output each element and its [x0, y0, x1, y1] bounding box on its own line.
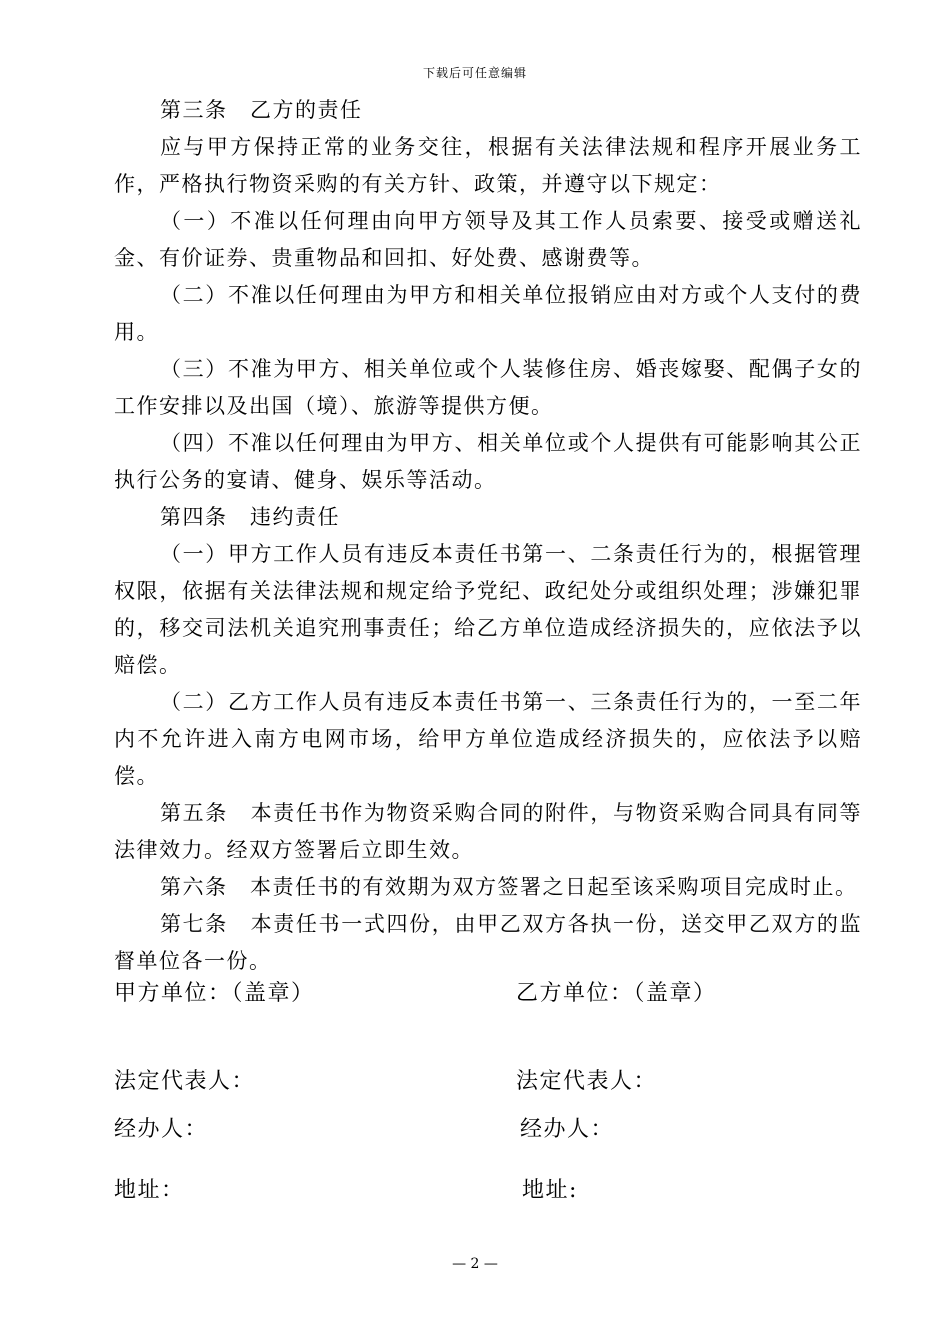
page-number: — 2 —	[452, 1256, 498, 1272]
party-a-address-label: 地址：	[114, 1178, 185, 1203]
article-4-item-1: （一）甲方工作人员有违反本责任书第一、二条责任行为的，根据管理权限，依据有关法律法规和规定给予党纪、政纪处分或组织处理；涉嫌犯罪的，移交司法机关追究刑事责任；给乙方单位造成经济损失的，应依法予以赔偿。	[114, 542, 862, 677]
party-a-rep-label: 法定代表人：	[114, 1069, 256, 1094]
article-5: 第五条 本责任书作为物资采购合同的附件，与物资采购合同具有同等法律效力。经双方签署后立即生效。	[114, 801, 862, 862]
article-6: 第六条 本责任书的有效期为双方签署之日起至该采购项目完成时止。	[160, 875, 858, 899]
party-a-unit-label: 甲方单位：（盖章）	[114, 981, 315, 1006]
article-4-heading: 第四条 违约责任	[160, 505, 340, 529]
party-a-handler-label: 经办人：	[114, 1117, 209, 1142]
party-b-address-label: 地址:	[522, 1178, 578, 1203]
article-7: 第七条 本责任书一式四份，由甲乙双方各执一份，送交甲乙双方的监督单位各一份。	[114, 912, 862, 973]
party-b-rep-label: 法定代表人：	[516, 1069, 658, 1094]
article-3-intro: 应与甲方保持正常的业务交往，根据有关法律法规和程序开展业务工作，严格执行物资采购的有关方针、政策，并遵守以下规定：	[114, 135, 862, 196]
document-body	[114, 92, 862, 980]
article-4-item-2: （二）乙方工作人员有违反本责任书第一、三条责任行为的，一至二年内不允许进入南方电网市场，给甲方单位造成经济损失的，应依法予以赔偿。	[114, 690, 862, 788]
party-b-unit-label: 乙方单位：（盖章）	[516, 981, 717, 1006]
party-b-handler-label: 经办人：	[520, 1117, 615, 1142]
article-3-heading: 第三条 乙方的责任	[160, 98, 363, 122]
article-3-item-4: （四）不准以任何理由为甲方、相关单位或个人提供有可能影响其公正执行公务的宴请、健身、娱乐等活动。	[114, 431, 862, 492]
article-3-item-3: （三）不准为甲方、相关单位或个人装修住房、婚丧嫁娶、配偶子女的工作安排以及出国（境）、旅游等提供方便。	[114, 357, 862, 418]
article-3-item-2: （二）不准以任何理由为甲方和相关单位报销应由对方或个人支付的费用。	[114, 283, 862, 344]
page-header: 下载后可任意编辑	[422, 66, 527, 80]
article-3-item-1: （一）不准以任何理由向甲方领导及其工作人员索要、接受或赠送礼金、有价证券、贵重物品和回扣、好处费、感谢费等。	[114, 209, 862, 270]
